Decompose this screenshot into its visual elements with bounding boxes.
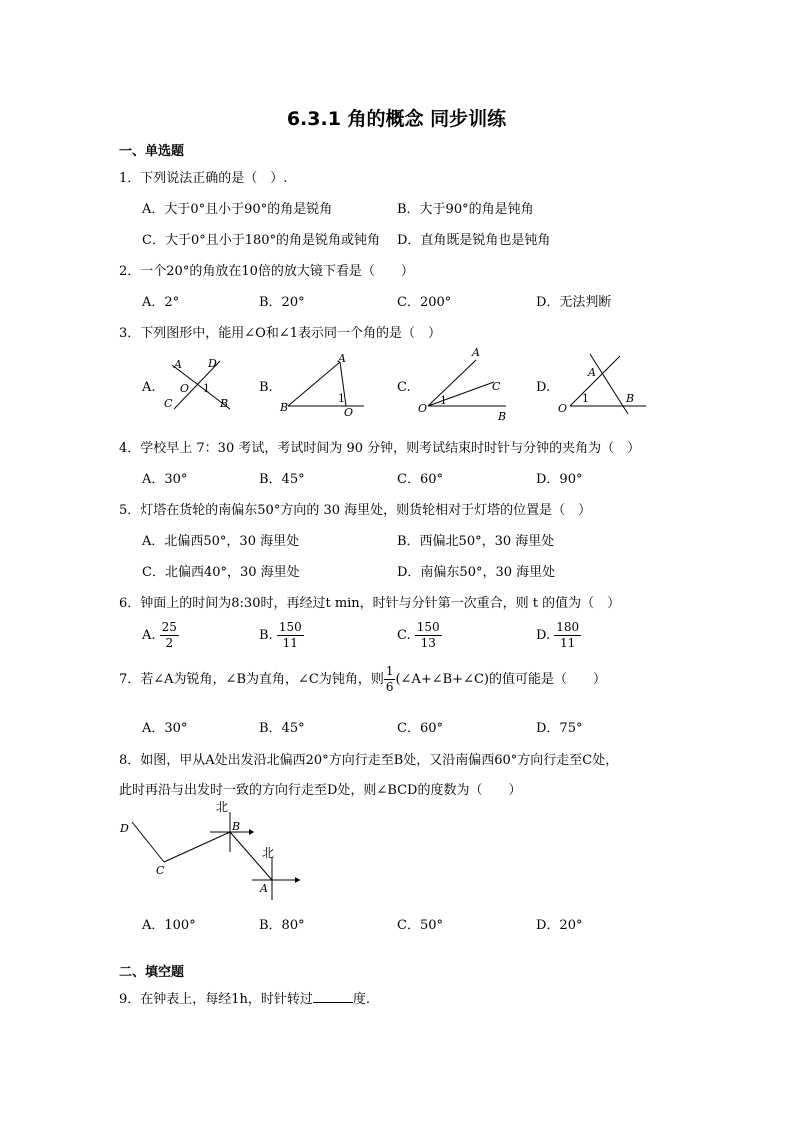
numerator: 25 — [161, 620, 177, 634]
fig-b-label-a: A — [338, 352, 346, 365]
question-8-option-a: A．100° — [142, 918, 196, 933]
question-6-option-d — [536, 620, 581, 651]
question-3-figure-d — [552, 350, 652, 420]
question-7-stem — [119, 664, 606, 695]
numerator: 1 — [385, 664, 394, 678]
question-8-stem-line-2: 此时再沿与出发时一致的方向行走至D处，则∠BCD的度数为（ ） — [119, 783, 522, 798]
fig-b-label-b: B — [280, 401, 289, 414]
fig-c-label-c: C — [492, 380, 501, 393]
fig-b-label-1: 1 — [338, 392, 345, 405]
option-label: C. — [397, 628, 411, 643]
fig-c-label-o: O — [418, 402, 428, 415]
question-5-stem: 5．灯塔在货轮的南偏东50°方向的 30 海里处，则货轮相对于灯塔的位置是（ ） — [119, 503, 592, 518]
question-6-stem: 6．钟面上的时间为8:30时，再经过t min，时针与分针第一次重合，则 t 的值为（ ） — [119, 596, 621, 611]
question-8-option-d: D．20° — [536, 918, 583, 933]
question-3-figure-b — [276, 348, 368, 418]
fig-b-label-o: O — [344, 406, 354, 418]
question-8-stem-line-1: 8．如图，甲从A处出发沿北偏西20°方向行走至B处，又沿南偏西60°方向行走至C处， — [119, 753, 619, 768]
fig-a-label-a: A — [174, 358, 182, 371]
question-5-option-d: D．南偏东50°，30 海里处 — [397, 565, 556, 580]
fig-a-label-o: O — [180, 382, 190, 395]
question-2-option-a: A．2° — [142, 295, 180, 310]
question-7-option-a: A．30° — [142, 721, 188, 736]
question-8-option-c: C．50° — [397, 918, 443, 933]
fig-north-label-a: 北 — [262, 846, 275, 860]
question-4-option-c: C．60° — [397, 472, 443, 487]
fig-c-label-a: A — [472, 346, 480, 359]
question-6-option-b — [259, 620, 304, 651]
question-6-option-a — [142, 620, 179, 651]
denominator: 11 — [282, 636, 298, 650]
fraction — [277, 620, 304, 651]
numerator: 150 — [278, 620, 302, 634]
question-1-option-c: C．大于0°且小于180°的角是锐角或钝角 — [142, 233, 381, 248]
question-2-option-c: C．200° — [397, 295, 452, 310]
question-9-stem — [119, 988, 370, 1007]
answer-blank[interactable] — [313, 990, 353, 1003]
fig-c-label-1: 1 — [440, 394, 447, 407]
question-7-option-c: C．60° — [397, 721, 443, 736]
numerator: 180 — [556, 620, 580, 634]
question-3-option-c-label: C. — [397, 380, 411, 395]
fraction-one-sixth — [384, 664, 396, 695]
question-1-option-a: A．大于0°且小于90°的角是锐角 — [142, 202, 333, 217]
question-3-option-b-label: B. — [259, 380, 273, 395]
fig-d-label-b: B — [626, 392, 635, 405]
question-1-option-d: D．直角既是锐角也是钝角 — [397, 233, 551, 248]
question-2-option-d: D．无法判断 — [536, 295, 612, 310]
fig-q8-label-c: C — [156, 864, 165, 877]
fig-q8-label-d: D — [120, 822, 129, 835]
section-heading-single-choice: 一、单选题 — [119, 144, 185, 159]
denominator: 2 — [165, 636, 174, 650]
question-7-stem-start: 7．若∠A为锐角，∠B为直角，∠C为钝角，则 — [119, 672, 384, 687]
question-1-option-b: B．大于90°的角是钝角 — [397, 202, 534, 217]
question-3-figure-a — [158, 355, 238, 415]
fig-d-label-a: A — [588, 366, 596, 379]
option-label: D. — [536, 628, 551, 643]
fig-a-label-d: D — [208, 357, 217, 370]
question-4-option-b: B．45° — [259, 472, 305, 487]
question-7-option-d: D．75° — [536, 721, 583, 736]
fig-c-label-b: B — [498, 410, 507, 423]
fraction — [160, 620, 179, 651]
question-4-option-d: D．90° — [536, 472, 583, 487]
question-7-option-b: B．45° — [259, 721, 305, 736]
question-7-stem-end: (∠A+∠B+∠C)的值可能是（ ） — [395, 672, 606, 687]
denominator: 6 — [385, 680, 394, 694]
question-3-option-d-label: D. — [536, 380, 551, 395]
question-5-option-a: A．北偏西50°，30 海里处 — [142, 534, 300, 549]
question-2-stem: 2．一个20°的角放在10倍的放大镜下看是（ ） — [119, 264, 414, 279]
section-heading-fill-blank: 二、填空题 — [119, 965, 185, 980]
numerator: 150 — [416, 620, 440, 634]
question-3-option-a-label: A. — [142, 380, 156, 395]
question-4-stem: 4．学校早上 7：30 考试，考试时间为 90 分钟，则考试结束时时针与分钟的夹角为（ ） — [119, 441, 641, 456]
fig-d-label-o: O — [558, 402, 568, 415]
question-3-figure-c — [414, 344, 514, 424]
page-title: 6.3.1 角的概念 同步训练 — [286, 108, 507, 130]
fig-q8-label-a: A — [260, 882, 268, 895]
question-6-option-c — [397, 620, 442, 651]
fraction — [415, 620, 442, 651]
question-9-stem-end: 度. — [352, 992, 371, 1007]
question-5-option-c: C．北偏西40°，30 海里处 — [142, 565, 300, 580]
fig-d-label-1: 1 — [582, 392, 589, 405]
option-label: B. — [259, 628, 273, 643]
fig-a-label-c: C — [164, 397, 173, 410]
question-8-option-b: B．80° — [259, 918, 305, 933]
question-8-figure — [118, 800, 308, 905]
question-5-option-b: B．西偏北50°，30 海里处 — [397, 534, 555, 549]
fig-q8-label-b: B — [232, 820, 241, 833]
question-9-stem-start: 9．在钟表上，每经1h，时针转过 — [119, 992, 313, 1007]
denominator: 11 — [560, 636, 576, 650]
fig-north-label-b: 北 — [216, 800, 229, 814]
question-2-option-b: B．20° — [259, 295, 305, 310]
fig-a-label-1: 1 — [203, 382, 210, 395]
option-label: A. — [142, 628, 156, 643]
question-1-stem: 1．下列说法正确的是（ ）. — [119, 171, 288, 186]
fig-a-label-b: B — [220, 397, 229, 410]
question-4-option-a: A．30° — [142, 472, 188, 487]
fraction — [554, 620, 581, 651]
question-3-stem: 3．下列图形中，能用∠O和∠1表示同一个角的是（ ） — [119, 326, 441, 341]
denominator: 13 — [420, 636, 436, 650]
